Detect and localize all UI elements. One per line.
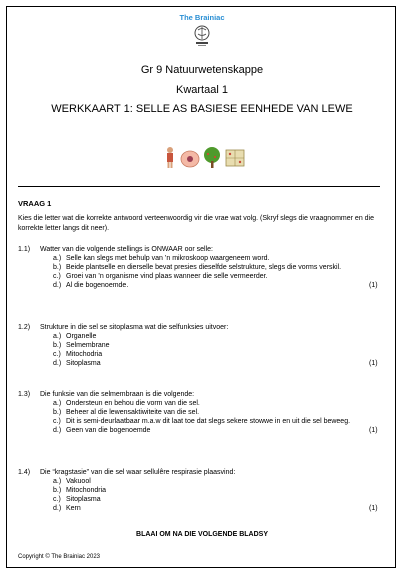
copyright: Copyright © The Brainiac 2023 (18, 554, 101, 560)
question-1-2 (18, 323, 384, 368)
option-c: c.) Dit is semi-deurlaatbaar m.a.w dit laat toe dat slegs sekere stowwe in en uit die sel beweeg. (53, 418, 351, 425)
option-d: d.) Kern (1) (53, 505, 378, 512)
worksheet-title: WERKKAART 1: SELLE AS BASIESE EENHEDE VAN LEWE (51, 103, 353, 115)
option-d: d.) Sitoplasma (1) (53, 360, 378, 367)
option-a: a.) Ondersteun en behou die vorm van die sel. (53, 400, 200, 407)
option-c: c.) Groei van ’n organisme vind plaas wanneer die selle vermeerder. (53, 273, 268, 280)
instructions: Kies die letter wat die korrekte antwoord verteenwoordig vir die vrae wat volg. (Skryf slegs die vraagnommer en die korrekte letter langs dit neer). (18, 215, 374, 232)
option-d: d.) Geen van die bogenoemde (1) (53, 427, 378, 434)
question-number: 1.1) (18, 246, 31, 253)
term-heading: Kwartaal 1 (176, 84, 228, 96)
question-text: Die “kragstasie” van die sel waar sellulêre respirasie plaasvind: (40, 469, 236, 476)
question-text: Strukture in die sel se sitoplasma wat die selfunksies uitvoer: (40, 324, 229, 331)
question-1-4 (18, 468, 384, 513)
question-number: 1.2) (18, 324, 31, 331)
question-text: Die funksie van die selmembraan is die volgende: (40, 391, 195, 398)
option-a: a.) Organelle (53, 333, 97, 340)
option-b: b.) Beide plantselle en dierselle bevat presies dieselfde selstrukture, slegs die vorms verskil. (53, 264, 342, 271)
option-c: c.) Mitochodria (53, 351, 103, 358)
section-heading: VRAAG 1 (18, 199, 52, 208)
question-number: 1.3) (18, 391, 31, 398)
grade-heading: Gr 9 Natuurwetenskappe (140, 64, 264, 76)
option-b: b.) Beheer al die lewensaktiwiteite van die sel. (53, 409, 200, 416)
human-body-illustration (167, 147, 173, 168)
option-b: b.) Selmembrane (53, 342, 110, 349)
question-1-3 (18, 390, 384, 435)
option-b: b.) Mitochondria (53, 487, 107, 494)
brand-name: The Brainiac (179, 13, 225, 22)
cell-illustration (181, 151, 199, 167)
biology-illustration (160, 146, 246, 168)
turn-page-note: BLAAI OM NA DIE VOLGENDE BLADSY (136, 531, 268, 538)
option-d: d.) Al die bogenoemde. (1) (53, 282, 378, 289)
question-number: 1.4) (18, 469, 31, 476)
option-c: c.) Sitoplasma (53, 496, 101, 503)
divider (18, 186, 380, 187)
tree-illustration (204, 147, 220, 168)
onion-cell-illustration (226, 150, 244, 166)
question-text: Watter van die volgende stellings is ONWAAR oor selle: (40, 246, 213, 253)
option-a: a.) Selle kan slegs met behulp van ’n mikroskoop waargeneem word. (53, 255, 270, 262)
option-a: a.) Vakuool (53, 478, 91, 485)
question-1-1 (18, 245, 384, 290)
brainiac-logo-icon (192, 24, 212, 48)
